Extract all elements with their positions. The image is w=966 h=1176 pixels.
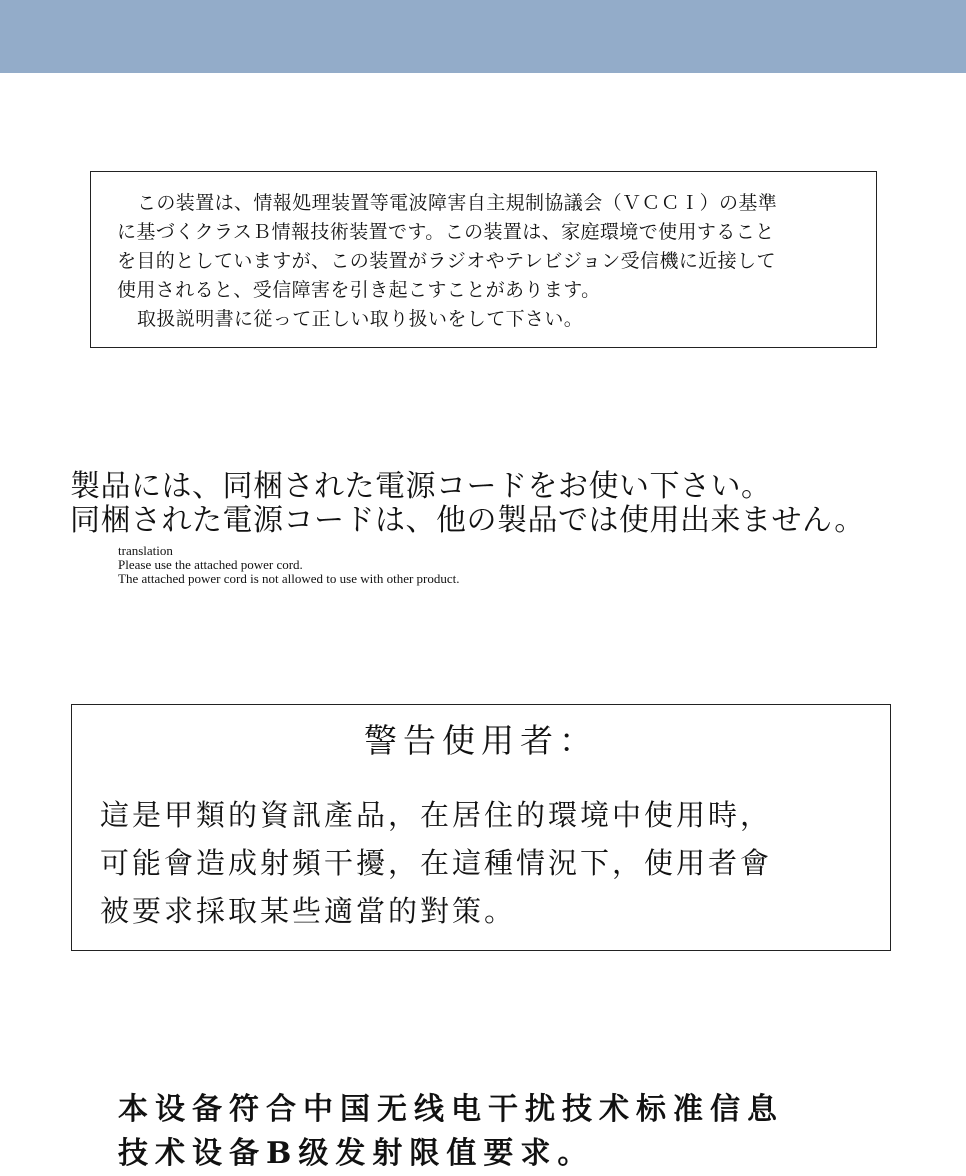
china-notice-line: 技术设备B级发射限值要求。: [118, 1136, 595, 1171]
taiwan-warning-line: 被要求採取某些適當的對策。: [100, 894, 517, 928]
power-cord-notice: [70, 470, 865, 538]
china-notice: [118, 1088, 784, 1176]
translation-line: Please use the attached power cord.: [118, 557, 303, 572]
china-notice-line: 本设备符合中国无线电干扰技术标准信息: [118, 1092, 784, 1127]
translation-heading: translation: [118, 543, 173, 558]
taiwan-warning-body: [100, 791, 772, 935]
taiwan-warning-line: 這是甲類的資訊產品，在居住的環境中使用時，: [100, 798, 773, 832]
power-cord-notice-line: 製品には、同梱された電源コードをお使い下さい。: [70, 469, 772, 504]
taiwan-warning-line: 可能會造成射頻干擾，在這種情況下，使用者會: [100, 846, 773, 880]
power-cord-translation: [118, 544, 460, 586]
vcci-notice-line: を目的としていますが、この装置がラジオやテレビジョン受信機に近接して: [117, 250, 776, 272]
vcci-notice-line: この装置は、情報処理装置等電波障害自主規制協議会（ＶＣＣＩ）の基準: [137, 192, 778, 214]
header-bar: [0, 0, 966, 73]
taiwan-warning-box: [71, 704, 891, 951]
vcci-notice-line: 使用されると、受信障害を引き起こすことがあります。: [117, 279, 601, 301]
power-cord-notice-line: 同梱された電源コードは、他の製品では使用出来ません。: [70, 503, 865, 538]
taiwan-warning-title: 警告使用者：: [364, 721, 598, 760]
vcci-notice-line: に基づくクラスＢ情報技術装置です。この装置は、家庭環境で使用すること: [117, 221, 775, 243]
vcci-notice-line: 取扱説明書に従って正しい取り扱いをして下さい。: [137, 308, 584, 330]
vcci-notice-box: [90, 171, 877, 348]
translation-line: The attached power cord is not allowed to use with other product.: [118, 571, 460, 586]
